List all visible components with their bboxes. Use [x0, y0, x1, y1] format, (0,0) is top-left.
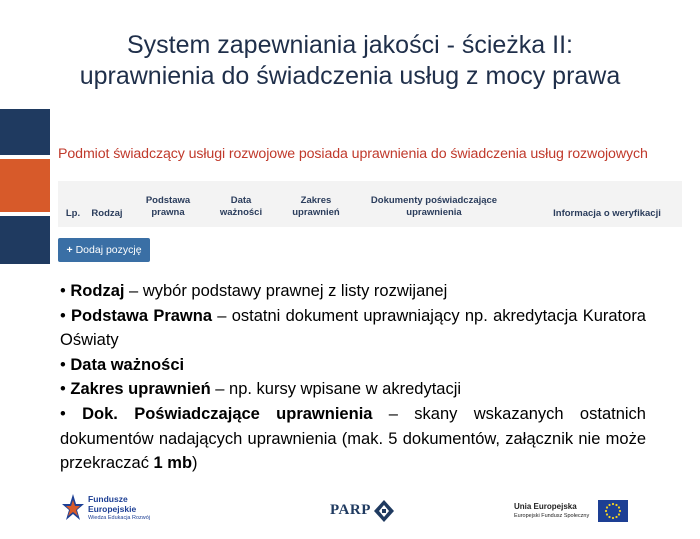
column-data-waznosci: Data ważności — [219, 195, 263, 218]
column-podstawa-prawna: Podstawa prawna — [145, 195, 191, 218]
bullet-text: – ostatni dokument uprawniający np. akredytacja Kuratora Oświaty — [60, 306, 646, 350]
sidebar-block-orange — [0, 159, 50, 212]
fundusze-europejskie-logo — [62, 490, 172, 530]
bullet-term: Data ważności — [70, 355, 185, 374]
bullet-term: Dok. Poświadczające uprawnienia — [82, 404, 373, 423]
bullet-term: Podstawa Prawna — [71, 306, 213, 325]
parp-logo — [330, 498, 394, 524]
bullet-text: – wybór podstawy prawnej z listy rozwijanej — [124, 282, 448, 300]
bullet-item: • Dok. Poświadczające uprawnienia – skany wskazanych ostatnich dokumentów nadających uprawnienia (mak. 5 dokumentów, załącznik nie może przekraczać 1 mb) — [60, 404, 646, 473]
add-item-button[interactable] — [58, 238, 150, 262]
bullet-text: – skany wskazanych ostatnich dokumentów nadających uprawnienia (mak. 5 dokumentów, załącznik nie może przekraczać — [60, 404, 646, 473]
column-dokumenty: Dokumenty poświadczające uprawnienia — [370, 195, 498, 218]
plus-icon: + — [66, 244, 73, 256]
eu-flag-icon — [598, 500, 628, 522]
sidebar-block-navy-bottom — [0, 216, 50, 264]
unia-europejska-logo — [514, 500, 628, 526]
parp-text: PARP — [330, 502, 371, 518]
sidebar-block-navy-top — [0, 109, 50, 155]
fe-star-icon — [62, 492, 84, 528]
bullet-term: 1 mb — [153, 454, 193, 473]
column-zakres-uprawnien: Zakres uprawnień — [292, 195, 340, 218]
bullet-item: • Rodzaj – wybór podstawy prawnej z listy rozwijanej — [60, 282, 448, 300]
slide-title: System zapewniania jakości - ścieżka II: uprawnienia do świadczenia usług z mocy prawa — [79, 31, 621, 90]
fe-text-3: Wiedza Edukacja Rozwój — [88, 515, 151, 521]
section-heading: Podmiot świadczący usługi rozwojowe posiada uprawnienia do świadczenia usług rozwojowych — [58, 146, 648, 162]
bullet-text: – np. kursy wpisane w akredytacji — [210, 380, 462, 399]
bullet-list — [60, 279, 646, 476]
fe-text-2: Europejskie — [88, 504, 137, 514]
parp-mark-icon — [374, 500, 394, 522]
bullet-item: • Data ważności — [60, 355, 185, 374]
fe-text-1: Fundusze — [88, 494, 128, 504]
bullet-term: Rodzaj — [70, 282, 125, 300]
ue-text-2: Europejski Fundusz Społeczny — [514, 513, 590, 519]
column-informacja-weryfikacji: Informacja o weryfikacji — [553, 208, 661, 219]
bullet-text: ) — [192, 454, 198, 473]
bullet-item: • Podstawa Prawna – ostatni dokument uprawniający np. akredytacja Kuratora Oświaty — [60, 306, 646, 350]
bullet-term: Zakres uprawnień — [70, 380, 211, 399]
add-item-label: Dodaj pozycję — [75, 244, 142, 256]
column-rodzaj: Rodzaj — [91, 208, 123, 219]
column-lp: Lp. — [65, 208, 81, 219]
ue-text-1: Unia Europejska — [514, 502, 577, 511]
bullet-item: • Zakres uprawnień – np. kursy wpisane w akredytacji — [60, 380, 462, 399]
entitlements-table-header — [58, 181, 682, 227]
